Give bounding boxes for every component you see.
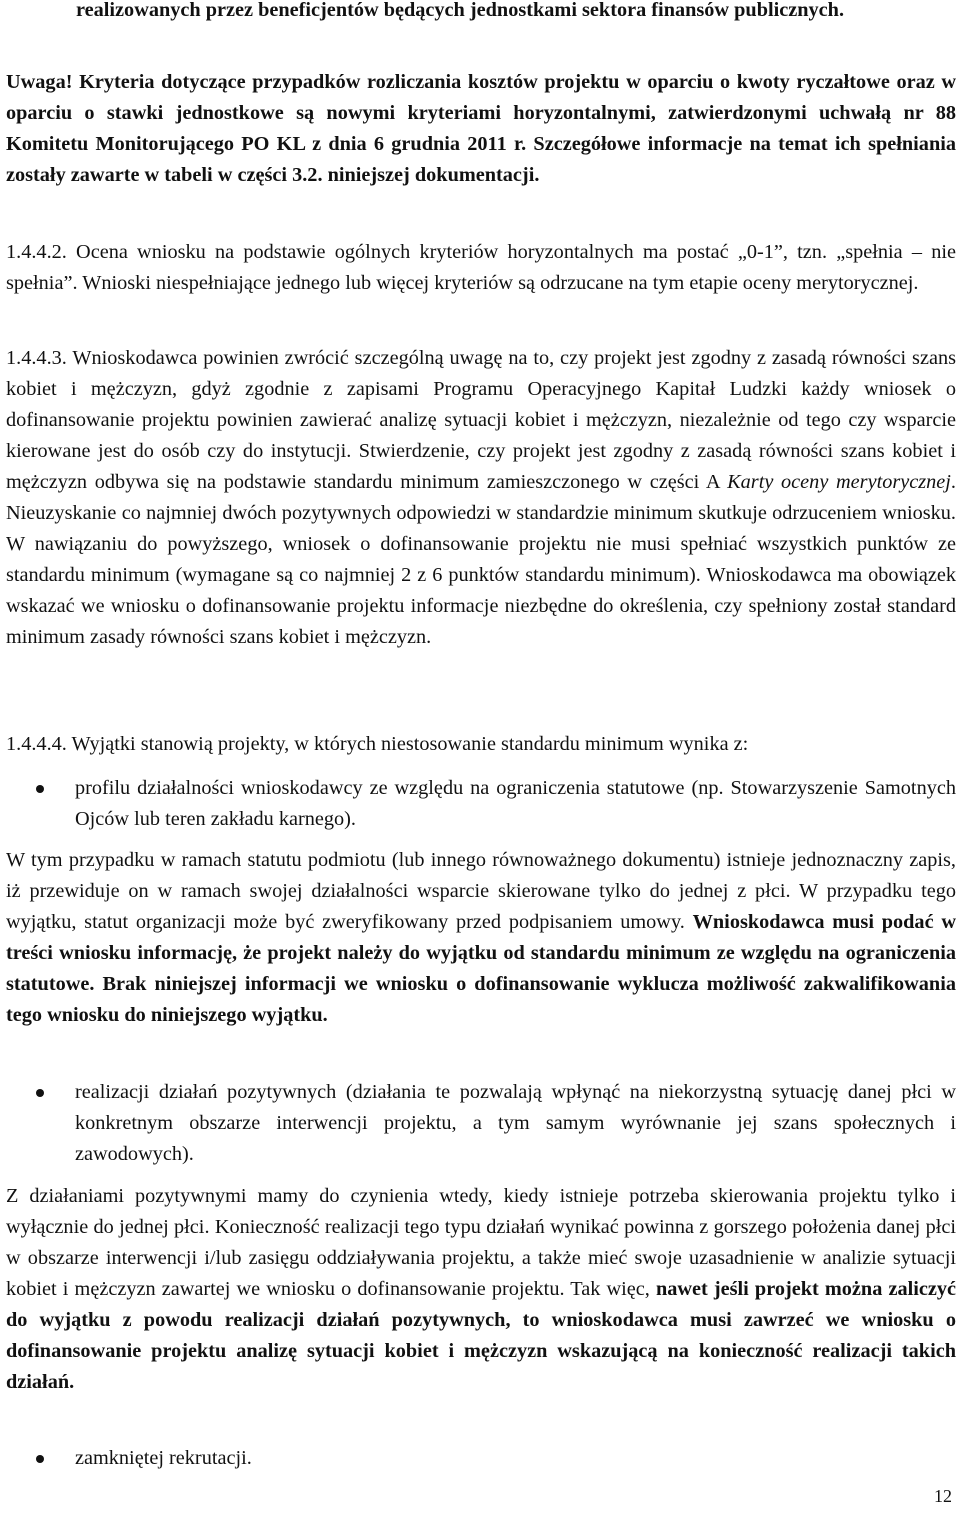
bullet-item-positive-actions xyxy=(6,1077,956,1170)
paragraph-1-4-4-4: 1.4.4.4. Wyjątki stanowią projekty, w których niestosowanie standardu minimum wynika z: xyxy=(6,733,749,755)
paragraph-positive-actions xyxy=(6,1181,956,1398)
bullet-dot-icon xyxy=(36,785,44,793)
bullet-item-positive-actions-text: realizacji działań pozytywnych (działania te pozwalają wpłynąć na niekorzystną sytuację danej płci w konkretnym obszarze interwencji projektu, a tym samym wyrównanie jej szans społecznych i zawodowych). xyxy=(75,1081,956,1165)
paragraph-positive-actions-bold: nawet jeśli projekt można zaliczyć do wyjątku z powodu realizacji działań pozytywnych, to wnioskodawca musi zawrzeć we wniosku o dofinansowanie projektu analizę sytuacji kobiet i mężczyzn wskazującą na konieczność realizacji takich działań. xyxy=(6,1278,956,1393)
paragraph-1-4-4-3 xyxy=(6,343,956,653)
paragraph-1-4-4-3-italic: Karty oceny merytorycznej xyxy=(727,471,951,493)
paragraph-statutory-bold: Wnioskodawca musi podać w treści wniosku informację, że projekt należy do wyjątku od standardu minimum ze względu na ograniczenia statutowe. Brak niniejszej informacji we wniosku o dofinansowanie wyklucza możliwość zakwalifikowania tego wniosku do niniejszego wyjątku. xyxy=(6,911,956,1026)
bullet-item-closed-recruitment xyxy=(6,1443,956,1474)
bullet-item-closed-recruitment-text: zamkniętej rekrutacji. xyxy=(75,1447,252,1469)
page-number: 12 xyxy=(934,1486,952,1506)
paragraph-1-4-4-2: 1.4.4.2. Ocena wniosku na podstawie ogólnych kryteriów horyzontalnych ma postać „0-1”, tzn. „spełnia – nie spełnia”. Wnioski niespełniające jednego lub więcej kryteriów są odrzucane na tym etapie oceny merytorycznej. xyxy=(6,241,956,294)
paragraph-statutory-text: W tym przypadku w ramach statutu podmiotu (lub innego równoważnego dokumentu) istnieje jednoznaczny zapis, iż przewiduje on w ramach swojej działalności wsparcie skierowane tylko do jednej z płci. W przypadku tego wyjątku, statut organizacji może być zweryfikowany przed podpisaniem umowy. xyxy=(6,849,956,933)
bullet-item-statutory xyxy=(6,773,956,835)
paragraph-continuation: realizowanych przez beneficjentów będących jednostkami sektora finansów publicznych. xyxy=(76,0,845,21)
paragraph-1-4-4-3-text-b: . Nieuzyskanie co najmniej dwóch pozytywnych odpowiedzi w standardzie minimum skutkuje odrzuceniem wniosku. W nawiązaniu do powyższego, wniosek o dofinansowanie projektu nie musi spełniać wszystkich punktów ze standardu minimum (wymagane są co najmniej 2 z 6 punktów standardu minimum). Wnioskodawca ma obowiązek wskazać we wniosku o dofinansowanie projektu informacje niezbędne do określenia, czy spełniony został standard minimum zasady równości szans kobiet i mężczyzn. xyxy=(6,471,956,648)
bullet-dot-icon xyxy=(36,1455,44,1463)
paragraph-statutory-exception xyxy=(6,845,956,1031)
paragraph-note: Uwaga! Kryteria dotyczące przypadków rozliczania kosztów projektu w oparciu o kwoty ryczałtowe oraz w oparciu o stawki jednostkowe są nowymi kryteriami horyzontalnymi, zatwierdzonymi uchwałą nr 88 Komitetu Monitorującego PO KL z dnia 6 grudnia 2011 r. Szczegółowe informacje na temat ich spełniania zostały zawarte w tabeli w części 3.2. niniejszej dokumentacji. xyxy=(6,71,956,186)
paragraph-1-4-4-3-text-a: 1.4.4.3. Wnioskodawca powinien zwrócić szczególną uwagę na to, czy projekt jest zgodny z zasadą równości szans kobiet i mężczyzn, gdyż zgodnie z zapisami Programu Operacyjnego Kapitał Ludzki każdy wniosek o dofinansowanie projektu powinien zawierać analizę sytuacji kobiet i mężczyzn, niezależnie od tego czy wsparcie kierowane jest do osób czy do instytucji. Stwierdzenie, czy projekt jest zgodny z zasadą równości szans kobiet i mężczyzn odbywa się na podstawie standardu minimum zamieszczonego w części A xyxy=(6,347,956,493)
bullet-item-statutory-text: profilu działalności wnioskodawcy ze względu na ograniczenia statutowe (np. Stowarzyszenie Samotnych Ojców lub teren zakładu karnego). xyxy=(75,777,956,830)
bullet-dot-icon xyxy=(36,1089,44,1097)
paragraph-positive-actions-text: Z działaniami pozytywnymi mamy do czynienia wtedy, kiedy istnieje potrzeba skierowania projektu tylko i wyłącznie do jednej płci. Konieczność realizacji tego typu działań wynikać powinna z gorszego położenia danej płci w obszarze interwencji i/lub zasięgu oddziaływania projektu, a także mieć swoje uzasadnienie w analizie sytuacji kobiet i mężczyzn zawartej we wniosku o dofinansowanie projektu. Tak więc, xyxy=(6,1185,956,1300)
